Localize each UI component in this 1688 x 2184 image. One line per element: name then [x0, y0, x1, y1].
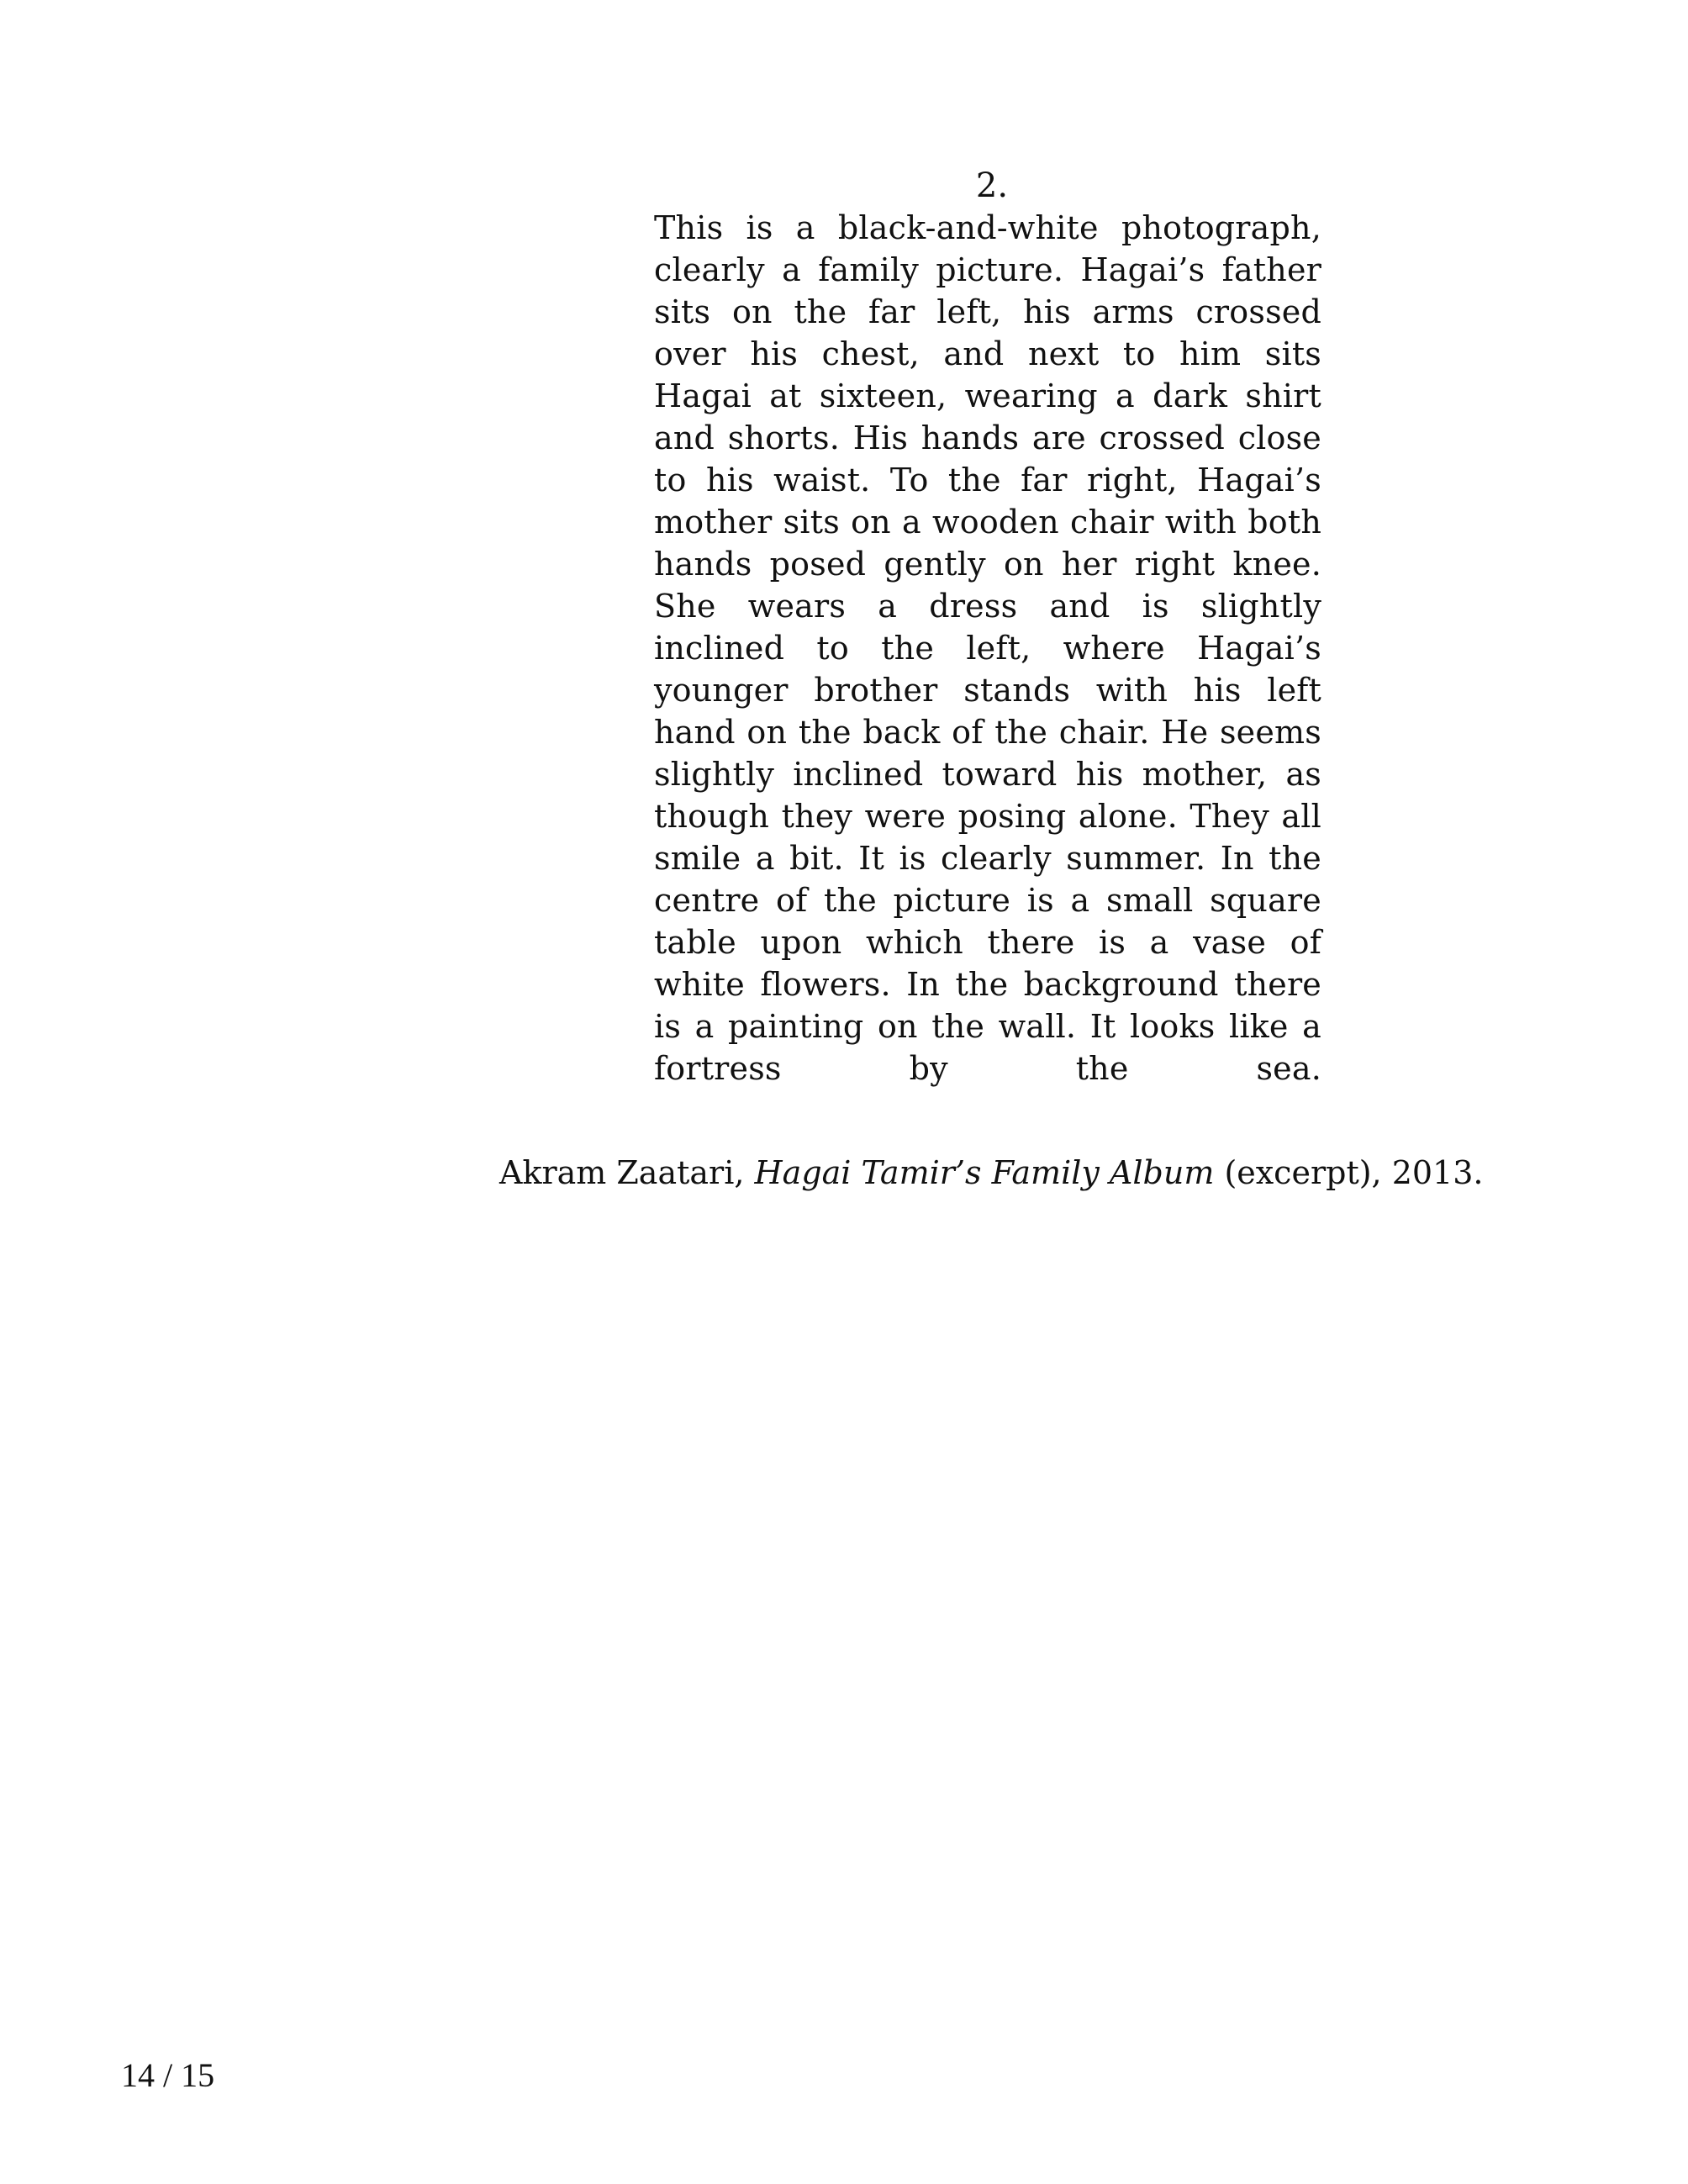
credit-work-title: Hagai Tamir’s Family Album: [754, 1154, 1215, 1191]
section-number: 2.: [975, 166, 1009, 205]
page-counter: 14 / 15: [121, 2056, 215, 2094]
credit-suffix: (excerpt), 2013.: [1214, 1154, 1484, 1191]
credit-line: [499, 1152, 1592, 1194]
photo-description-paragraph: This is a black-and-white photograph, clearly a family picture. Hagai’s father sits on the far left, his arms crossed over his chest, and next to him sits Hagai at sixteen, wearing a dark shirt and shorts. His hands are crossed close to his waist. To the far right, Hagai’s mother sits on a wooden chair with both hands posed gently on her right knee. She wears a dress and is slightly inclined to the left, where Hagai’s younger brother stands with his left hand on the back of the chair. He seems slightly inclined toward his mother, as though they were posing alone. They all smile a bit. It is clearly summer. In the centre of the picture is a small square table upon which there is a vase of white flowers. In the background there is a painting on the wall. It looks like a fortress by the sea.: [654, 209, 1321, 1087]
credit-author: Akram Zaatari,: [499, 1154, 755, 1191]
